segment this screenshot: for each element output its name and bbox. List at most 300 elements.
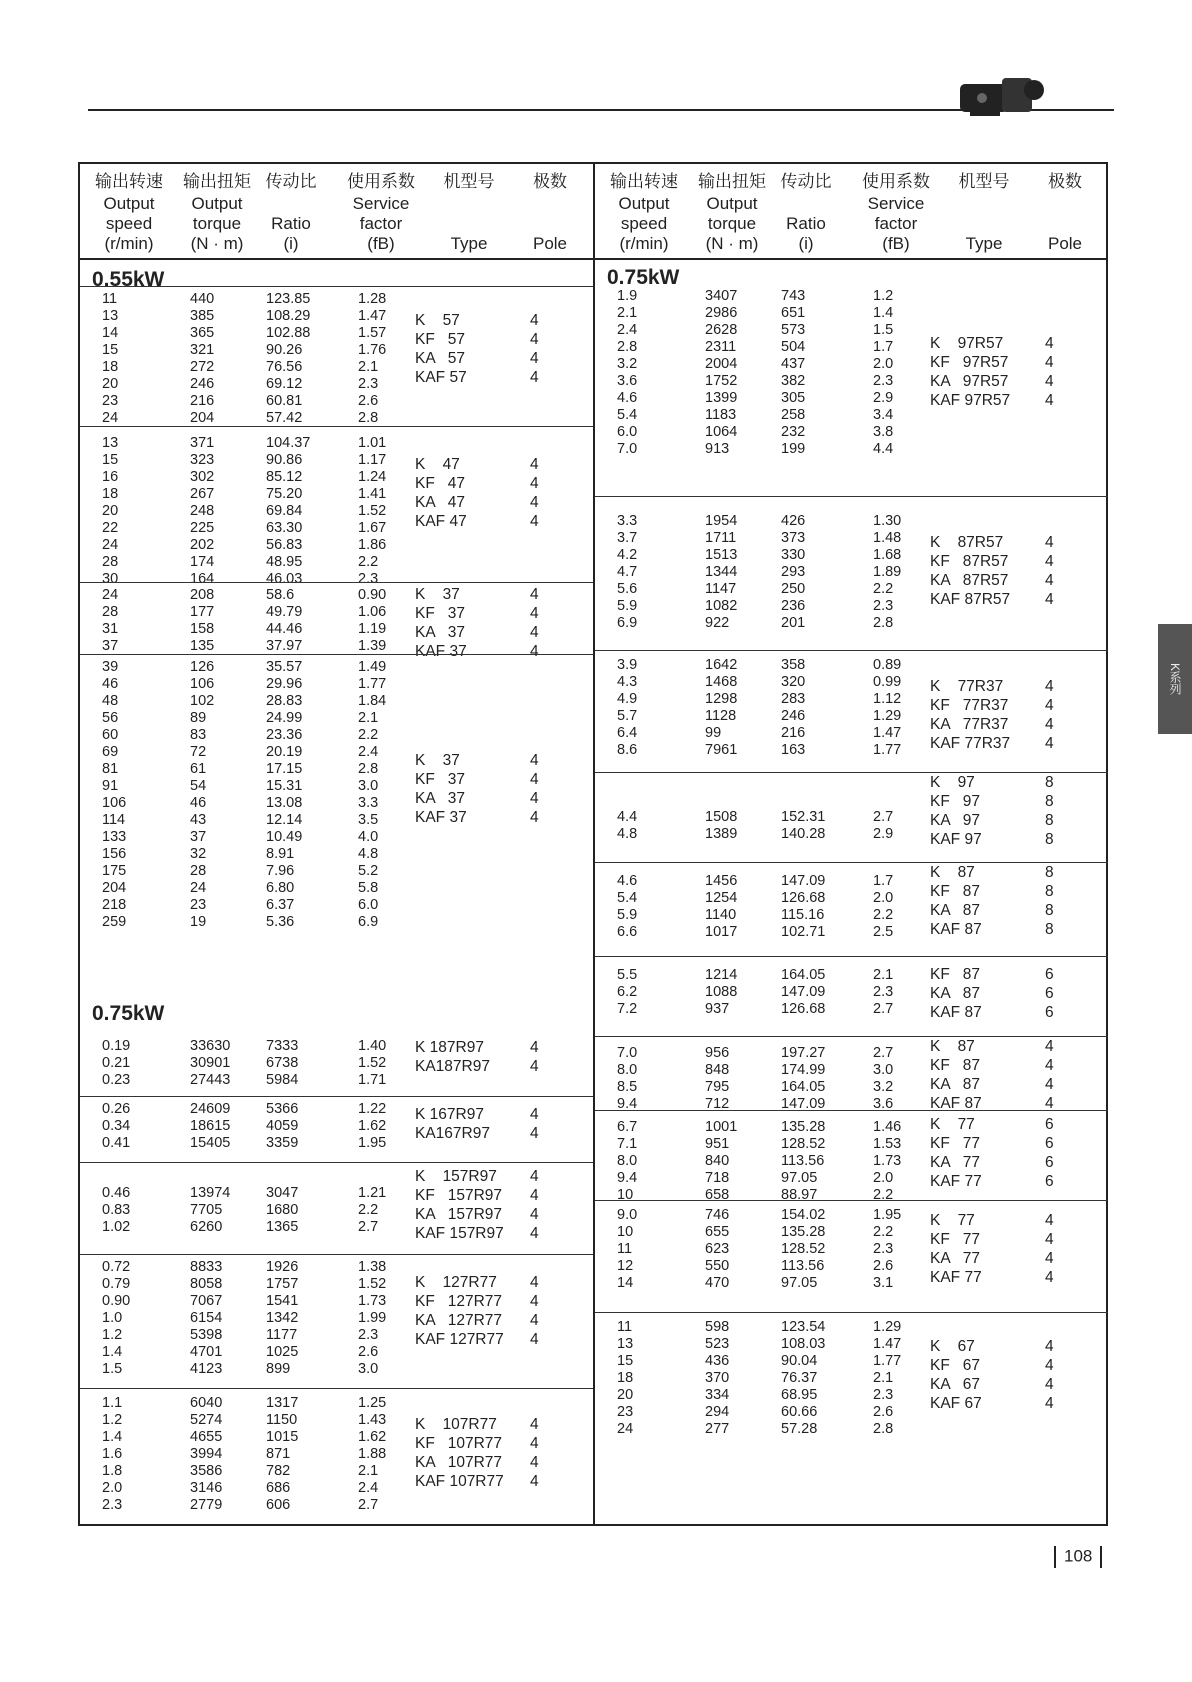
output-speed: 7.0	[617, 1045, 638, 1061]
type-entry	[930, 1037, 1090, 1056]
right-group-2	[595, 650, 1108, 773]
service-factor: 2.1	[358, 1463, 379, 1479]
service-factor: 2.1	[873, 967, 894, 983]
ratio: 250	[781, 581, 806, 597]
type-entry	[930, 1356, 1090, 1375]
service-factor: 1.7	[873, 339, 894, 355]
type-entry	[930, 1056, 1090, 1075]
pole-count: 6	[1045, 985, 1054, 1002]
pole-count: 4	[530, 1206, 539, 1223]
ratio: 5366	[266, 1101, 299, 1117]
output-torque: 718	[705, 1170, 730, 1186]
type-entry	[415, 1186, 575, 1205]
pole-count: 4	[1045, 1376, 1054, 1393]
ratio: 246	[781, 708, 806, 724]
output-speed: 46	[102, 676, 119, 692]
type-entry	[415, 1292, 575, 1311]
output-speed: 5.9	[617, 907, 638, 923]
type-entry	[415, 368, 575, 387]
right-table-header	[595, 164, 1108, 260]
type-list	[930, 965, 1090, 1022]
ratio: 75.20	[266, 486, 303, 502]
pole-count: 4	[530, 1168, 539, 1185]
ratio: 85.12	[266, 469, 303, 485]
output-torque: 272	[190, 359, 215, 375]
output-torque: 1642	[705, 657, 738, 673]
service-factor: 1.52	[358, 503, 387, 519]
header-zh: 输出转速	[95, 172, 163, 191]
output-speed: 2.3	[102, 1497, 123, 1513]
pole-count: 4	[1045, 1038, 1054, 1055]
service-factor: 3.8	[873, 424, 894, 440]
ratio: 3359	[266, 1135, 299, 1151]
type-list	[930, 1337, 1090, 1413]
output-speed: 1.02	[102, 1219, 131, 1235]
ratio: 63.30	[266, 520, 303, 536]
ratio: 7333	[266, 1038, 299, 1054]
output-speed: 6.6	[617, 924, 638, 940]
type-code: KA 127R77	[415, 1312, 503, 1329]
output-speed: 5.4	[617, 407, 638, 423]
type-code: KA167R97	[415, 1125, 490, 1142]
service-factor: 1.62	[358, 1118, 387, 1134]
ratio: 6.37	[266, 897, 295, 913]
type-code: KF 47	[415, 475, 465, 492]
service-factor: 3.4	[873, 407, 894, 423]
type-entry	[930, 811, 1090, 830]
ratio: 164.05	[781, 967, 826, 983]
type-code: K 37	[415, 752, 460, 769]
type-entry	[930, 1230, 1090, 1249]
ratio: 23.36	[266, 727, 303, 743]
output-speed: 156	[102, 846, 127, 862]
type-code: K 187R97	[415, 1039, 484, 1056]
ratio: 782	[266, 1463, 291, 1479]
service-factor: 4.4	[873, 441, 894, 457]
header-en: (fB)	[367, 234, 395, 253]
output-speed: 0.26	[102, 1101, 131, 1117]
output-torque: 61	[190, 761, 207, 777]
type-code: KA 87R57	[930, 572, 1009, 589]
ratio: 199	[781, 441, 806, 457]
pole-count: 4	[530, 1106, 539, 1123]
type-code: KA 77R37	[930, 716, 1009, 733]
output-speed: 24	[102, 537, 119, 553]
output-speed: 5.5	[617, 967, 638, 983]
service-factor: 1.67	[358, 520, 387, 536]
ratio: 1150	[266, 1412, 298, 1428]
pole-count: 8	[1045, 864, 1054, 881]
output-torque: 135	[190, 638, 215, 654]
header-zh: 极数	[1048, 172, 1082, 191]
output-speed: 12	[617, 1258, 634, 1274]
service-factor: 2.6	[873, 1258, 894, 1274]
ratio: 20.19	[266, 744, 303, 760]
output-speed: 20	[102, 503, 119, 519]
left-group-2	[80, 582, 593, 660]
output-speed: 48	[102, 693, 119, 709]
output-torque: 202	[190, 537, 215, 553]
service-factor: 2.2	[358, 554, 379, 570]
pole-count: 4	[1045, 716, 1054, 733]
output-speed: 60	[102, 727, 119, 743]
left-header-col-0	[90, 172, 168, 254]
type-code: KAF 157R97	[415, 1225, 504, 1242]
output-speed: 5.7	[617, 708, 638, 724]
gear-motor-icon	[958, 74, 1048, 118]
ratio: 135.28	[781, 1224, 826, 1240]
output-speed: 1.6	[102, 1446, 123, 1462]
ratio: 108.03	[781, 1336, 826, 1352]
ratio: 216	[781, 725, 806, 741]
service-factor: 3.3	[358, 795, 379, 811]
output-speed: 11	[617, 1241, 633, 1257]
pole-count: 4	[1045, 553, 1054, 570]
right-power-rating-0: 0.75kW	[607, 266, 680, 289]
service-factor: 2.2	[873, 1224, 894, 1240]
type-entry	[415, 1224, 575, 1243]
ratio: 97.05	[781, 1170, 818, 1186]
pole-count: 8	[1045, 902, 1054, 919]
type-list	[415, 1415, 575, 1491]
type-code: KF 87	[930, 883, 980, 900]
type-list	[930, 863, 1090, 939]
type-list	[415, 1105, 575, 1143]
output-torque: 1513	[705, 547, 738, 563]
service-factor: 3.0	[358, 1361, 379, 1377]
service-factor: 2.1	[873, 1370, 894, 1386]
ratio: 163	[781, 742, 806, 758]
output-torque: 1752	[705, 373, 738, 389]
type-entry	[930, 1394, 1090, 1413]
type-entry	[930, 1211, 1090, 1230]
service-factor: 3.2	[873, 1079, 894, 1095]
pole-count: 4	[530, 1125, 539, 1142]
output-torque: 1064	[705, 424, 738, 440]
type-entry	[415, 623, 575, 642]
output-speed: 9.0	[617, 1207, 638, 1223]
ratio: 10.49	[266, 829, 303, 845]
header-zh: 传动比	[265, 172, 317, 191]
ratio: 236	[781, 598, 806, 614]
type-code: KA 87	[930, 1076, 980, 1093]
output-speed: 7.0	[617, 441, 638, 457]
service-factor: 2.3	[873, 984, 894, 1000]
service-factor: 1.99	[358, 1310, 387, 1326]
type-entry	[415, 751, 575, 770]
ratio: 140.28	[781, 826, 826, 842]
type-code: K 87R57	[930, 534, 1004, 551]
type-entry	[930, 1153, 1090, 1172]
output-torque: 8058	[190, 1276, 223, 1292]
output-torque: 7705	[190, 1202, 223, 1218]
output-torque: 1017	[705, 924, 738, 940]
output-speed: 0.21	[102, 1055, 131, 1071]
output-speed: 0.46	[102, 1185, 131, 1201]
pole-count: 6	[1045, 1154, 1054, 1171]
type-entry	[930, 715, 1090, 734]
output-speed: 1.4	[102, 1429, 123, 1445]
service-factor: 1.53	[873, 1136, 902, 1152]
type-code: KAF 77	[930, 1173, 982, 1190]
service-factor: 1.17	[358, 452, 387, 468]
output-speed: 24	[102, 410, 119, 426]
output-torque: 4655	[190, 1429, 223, 1445]
output-torque: 1183	[705, 407, 737, 423]
ratio: 7.96	[266, 863, 295, 879]
type-entry	[415, 512, 575, 531]
service-factor: 3.1	[873, 1275, 894, 1291]
pole-count: 4	[530, 1312, 539, 1329]
type-entry	[415, 1057, 575, 1076]
service-factor: 2.9	[873, 390, 894, 406]
type-code: KF 37	[415, 771, 465, 788]
type-list	[930, 1211, 1090, 1287]
output-torque: 922	[705, 615, 730, 631]
type-list	[930, 1037, 1090, 1113]
output-speed: 0.23	[102, 1072, 131, 1088]
ratio: 1177	[266, 1327, 298, 1343]
type-entry	[930, 965, 1090, 984]
output-torque: 470	[705, 1275, 730, 1291]
type-entry	[930, 734, 1090, 753]
output-speed: 10	[617, 1187, 634, 1203]
type-entry	[415, 349, 575, 368]
service-factor: 1.77	[873, 1353, 902, 1369]
pole-count: 4	[530, 494, 539, 511]
header-zh: 机型号	[958, 172, 1010, 191]
service-factor: 1.19	[358, 621, 387, 637]
output-torque: 37	[190, 829, 207, 845]
pole-count: 4	[1045, 392, 1054, 409]
header-en: Output	[618, 194, 670, 213]
type-code: KA 37	[415, 624, 465, 641]
output-torque: 83	[190, 727, 207, 743]
ratio: 1680	[266, 1202, 299, 1218]
header-en: (fB)	[882, 234, 910, 253]
ratio: 76.56	[266, 359, 303, 375]
output-torque: 795	[705, 1079, 730, 1095]
left-group-5	[80, 1096, 593, 1163]
header-en: speed	[105, 214, 153, 233]
ratio: 1757	[266, 1276, 299, 1292]
service-factor: 1.76	[358, 342, 387, 358]
output-torque: 371	[190, 435, 215, 451]
ratio: 69.84	[266, 503, 303, 519]
ratio: 382	[781, 373, 806, 389]
service-factor: 1.29	[873, 1319, 902, 1335]
output-torque: 158	[190, 621, 215, 637]
header-en: torque	[192, 214, 242, 233]
type-code: KA 67	[930, 1376, 980, 1393]
header-en: torque	[707, 214, 757, 233]
pole-count: 4	[530, 586, 539, 603]
left-group-6	[80, 1162, 593, 1255]
section-side-tab: K系列	[1158, 624, 1192, 734]
output-speed: 24	[102, 587, 119, 603]
output-speed: 18	[102, 359, 119, 375]
type-list	[415, 585, 575, 661]
service-factor: 2.3	[873, 373, 894, 389]
service-factor: 2.7	[873, 1001, 894, 1017]
service-factor: 1.2	[873, 288, 894, 304]
page-number	[1046, 1546, 1110, 1568]
ratio: 48.95	[266, 554, 303, 570]
service-factor: 2.9	[873, 826, 894, 842]
ratio: 12.14	[266, 812, 303, 828]
header-en: Ratio	[786, 214, 826, 233]
output-torque: 4701	[190, 1344, 223, 1360]
service-factor: 1.4	[873, 305, 894, 321]
ratio: 330	[781, 547, 806, 563]
output-speed: 2.8	[617, 339, 638, 355]
type-entry	[930, 552, 1090, 571]
pole-count: 4	[1045, 1095, 1054, 1112]
type-entry	[930, 773, 1090, 792]
type-entry	[930, 1115, 1090, 1134]
type-code: KA 47	[415, 494, 465, 511]
output-speed: 23	[102, 393, 119, 409]
pole-count: 4	[530, 1435, 539, 1452]
service-factor: 1.52	[358, 1055, 387, 1071]
service-factor: 3.6	[873, 1096, 894, 1112]
type-list	[930, 533, 1090, 609]
output-speed: 5.6	[617, 581, 638, 597]
output-torque: 598	[705, 1319, 730, 1335]
ratio: 1342	[266, 1310, 299, 1326]
output-torque: 1128	[705, 708, 737, 724]
pole-count: 8	[1045, 774, 1054, 791]
service-factor: 2.2	[873, 1187, 894, 1203]
pole-count: 4	[530, 1187, 539, 1204]
type-entry	[415, 1453, 575, 1472]
type-entry	[930, 334, 1090, 353]
type-code: K 127R77	[415, 1274, 497, 1291]
service-factor: 0.90	[358, 587, 387, 603]
output-speed: 0.19	[102, 1038, 131, 1054]
service-factor: 5.2	[358, 863, 379, 879]
type-code: KAF 87	[930, 1095, 982, 1112]
output-speed: 9.4	[617, 1170, 638, 1186]
pole-count: 4	[530, 790, 539, 807]
right-header-col-4	[945, 172, 1023, 254]
service-factor: 1.01	[358, 435, 387, 451]
type-entry	[930, 901, 1090, 920]
service-factor: 2.2	[358, 1202, 379, 1218]
service-factor: 2.8	[873, 1421, 894, 1437]
service-factor: 2.2	[358, 727, 379, 743]
output-speed: 1.8	[102, 1463, 123, 1479]
left-group-7	[80, 1254, 593, 1389]
type-code: KF 127R77	[415, 1293, 503, 1310]
output-torque: 440	[190, 291, 215, 307]
service-factor: 2.7	[358, 1219, 379, 1235]
output-speed: 4.2	[617, 547, 638, 563]
ratio: 44.46	[266, 621, 303, 637]
pole-count: 4	[1045, 354, 1054, 371]
header-zh: 使用系数	[862, 172, 930, 191]
type-code: KAF 87	[930, 921, 982, 938]
pole-count: 4	[530, 1454, 539, 1471]
service-factor: 2.3	[873, 1387, 894, 1403]
type-code: KA 87	[930, 985, 980, 1002]
header-en: speed	[620, 214, 668, 233]
ratio: 56.83	[266, 537, 303, 553]
ratio: 8.91	[266, 846, 295, 862]
output-torque: 1389	[705, 826, 738, 842]
type-code: K 167R97	[415, 1106, 484, 1123]
service-factor: 3.0	[873, 1062, 894, 1078]
type-code: KF 107R77	[415, 1435, 503, 1452]
output-torque: 126	[190, 659, 215, 675]
output-torque: 951	[705, 1136, 730, 1152]
header-en: Output	[706, 194, 758, 213]
left-column	[80, 164, 595, 1524]
output-torque: 913	[705, 441, 730, 457]
type-code: KAF 57	[415, 369, 467, 386]
service-factor: 1.29	[873, 708, 902, 724]
output-speed: 5.9	[617, 598, 638, 614]
output-speed: 218	[102, 897, 127, 913]
ratio: 5984	[266, 1072, 299, 1088]
type-code: KF 97R57	[930, 354, 1009, 371]
ratio: 68.95	[781, 1387, 818, 1403]
output-speed: 11	[617, 1319, 633, 1335]
pole-count: 4	[530, 350, 539, 367]
output-torque: 23	[190, 897, 207, 913]
type-code: KF 77	[930, 1135, 980, 1152]
type-entry	[930, 590, 1090, 609]
pole-count: 4	[1045, 678, 1054, 695]
output-torque: 1214	[705, 967, 738, 983]
left-power-rating-0: 0.55kW	[92, 268, 165, 291]
service-factor: 1.62	[358, 1429, 387, 1445]
output-torque: 43	[190, 812, 207, 828]
type-code: KF 57	[415, 331, 465, 348]
pole-count: 4	[1045, 1395, 1054, 1412]
output-speed: 9.4	[617, 1096, 638, 1112]
output-torque: 623	[705, 1241, 730, 1257]
type-code: KA 107R77	[415, 1454, 503, 1471]
ratio: 60.81	[266, 393, 303, 409]
output-speed: 28	[102, 604, 119, 620]
output-torque: 3407	[705, 288, 738, 304]
service-factor: 1.95	[873, 1207, 902, 1223]
pole-count: 4	[1045, 572, 1054, 589]
output-speed: 6.2	[617, 984, 638, 1000]
type-list	[930, 334, 1090, 410]
ratio: 37.97	[266, 638, 303, 654]
output-speed: 8.0	[617, 1153, 638, 1169]
ratio: 358	[781, 657, 806, 673]
output-speed: 4.4	[617, 809, 638, 825]
type-entry	[415, 604, 575, 623]
output-torque: 550	[705, 1258, 730, 1274]
left-group-8	[80, 1388, 593, 1527]
output-speed: 1.4	[102, 1344, 123, 1360]
pole-count: 6	[1045, 1004, 1054, 1021]
output-torque: 370	[705, 1370, 730, 1386]
type-code: KA 37	[415, 790, 465, 807]
ratio: 426	[781, 513, 806, 529]
ratio: 871	[266, 1446, 291, 1462]
output-speed: 14	[102, 325, 119, 341]
header-zh: 输出扭矩	[183, 172, 251, 191]
pole-count: 4	[530, 752, 539, 769]
type-code: KAF 67	[930, 1395, 982, 1412]
right-group-3	[595, 772, 1108, 863]
left-table-header	[80, 164, 593, 260]
